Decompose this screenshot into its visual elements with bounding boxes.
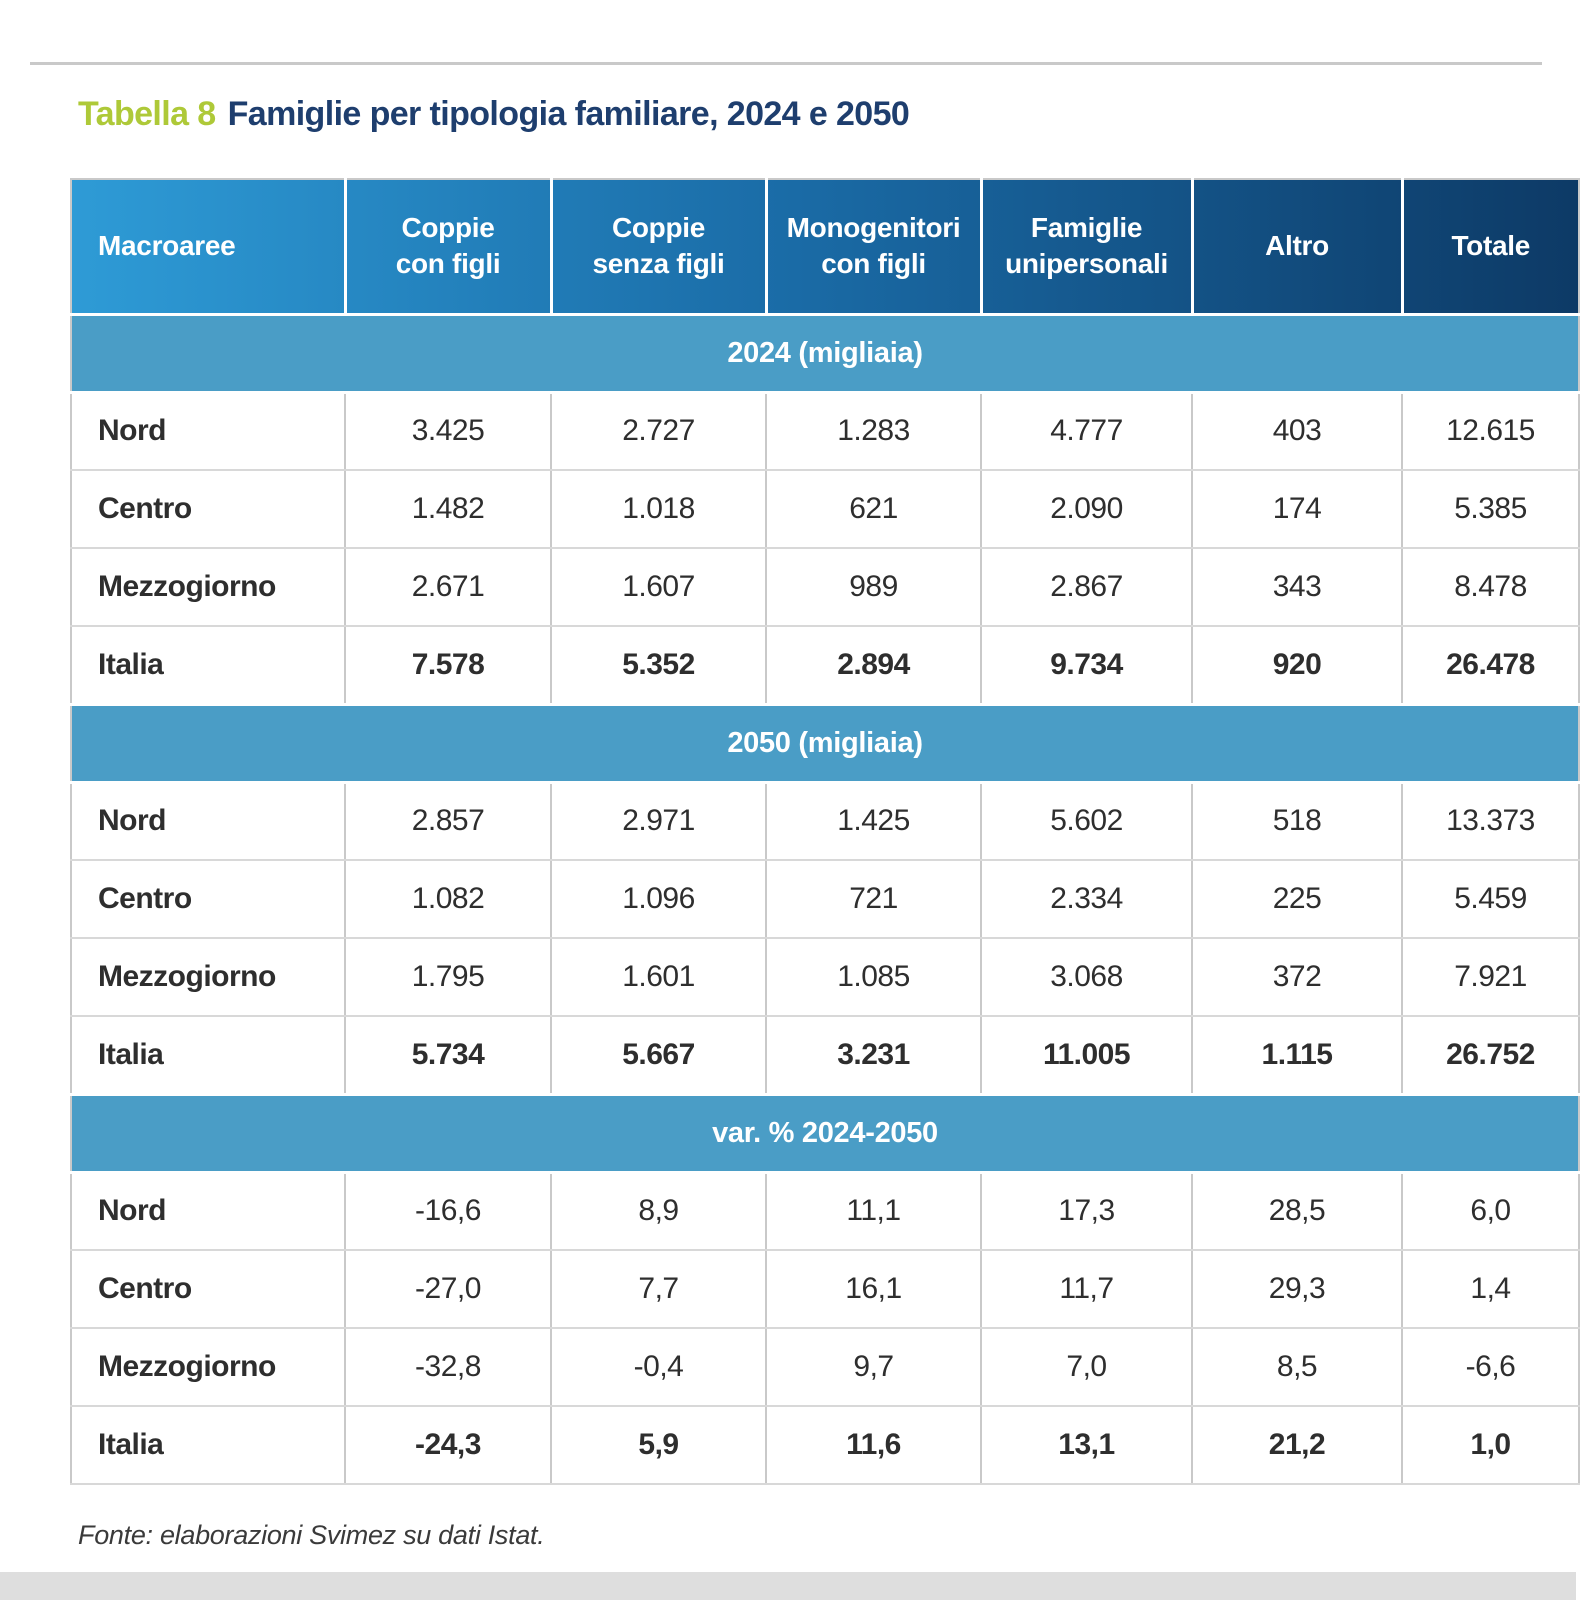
data-cell: 1.085 bbox=[766, 938, 981, 1016]
table-row bbox=[71, 1250, 1579, 1328]
data-cell: 1.096 bbox=[551, 860, 766, 938]
row-label: Mezzogiorno bbox=[71, 938, 345, 1016]
data-cell: 26.478 bbox=[1402, 626, 1579, 704]
row-label: Italia bbox=[71, 626, 345, 704]
section-band-row bbox=[71, 704, 1579, 782]
table-caption-label: Tabella 8 bbox=[78, 95, 216, 133]
data-cell: 29,3 bbox=[1192, 1250, 1402, 1328]
row-label: Mezzogiorno bbox=[71, 548, 345, 626]
data-cell: 372 bbox=[1192, 938, 1402, 1016]
data-cell: 13.373 bbox=[1402, 782, 1579, 860]
table-row bbox=[71, 938, 1579, 1016]
column-header: Altro bbox=[1192, 179, 1402, 314]
data-cell: 1,0 bbox=[1402, 1406, 1579, 1484]
data-cell: 2.971 bbox=[551, 782, 766, 860]
data-cell: 5,9 bbox=[551, 1406, 766, 1484]
data-cell: 225 bbox=[1192, 860, 1402, 938]
data-cell: 1.082 bbox=[345, 860, 551, 938]
data-cell: 2.334 bbox=[981, 860, 1192, 938]
data-cell: 28,5 bbox=[1192, 1172, 1402, 1250]
row-label: Italia bbox=[71, 1406, 345, 1484]
data-cell: 8.478 bbox=[1402, 548, 1579, 626]
column-header: Coppie con figli bbox=[345, 179, 551, 314]
data-cell: 7.578 bbox=[345, 626, 551, 704]
data-cell: 343 bbox=[1192, 548, 1402, 626]
table-row bbox=[71, 1016, 1579, 1094]
section-band: 2050 (migliaia) bbox=[71, 704, 1579, 782]
table-body bbox=[71, 314, 1579, 1484]
data-cell: 2.671 bbox=[345, 548, 551, 626]
data-cell: 518 bbox=[1192, 782, 1402, 860]
column-header: Famiglie unipersonali bbox=[981, 179, 1192, 314]
row-label: Nord bbox=[71, 1172, 345, 1250]
data-cell: 1.018 bbox=[551, 470, 766, 548]
data-cell: 1.283 bbox=[766, 392, 981, 470]
data-cell: 174 bbox=[1192, 470, 1402, 548]
data-cell: 9,7 bbox=[766, 1328, 981, 1406]
section-band-row bbox=[71, 314, 1579, 392]
column-header: Totale bbox=[1402, 179, 1579, 314]
table-caption-title: Famiglie per tipologia familiare, 2024 e 2050 bbox=[227, 95, 910, 133]
data-cell: 621 bbox=[766, 470, 981, 548]
column-header: Monogenitori con figli bbox=[766, 179, 981, 314]
data-cell: 5.459 bbox=[1402, 860, 1579, 938]
table-row bbox=[71, 860, 1579, 938]
row-label: Centro bbox=[71, 860, 345, 938]
data-cell: 6,0 bbox=[1402, 1172, 1579, 1250]
data-cell: 5.667 bbox=[551, 1016, 766, 1094]
column-header: Macroaree bbox=[98, 230, 236, 262]
row-label: Centro bbox=[71, 470, 345, 548]
data-cell: 1.601 bbox=[551, 938, 766, 1016]
row-label: Centro bbox=[71, 1250, 345, 1328]
data-cell: -16,6 bbox=[345, 1172, 551, 1250]
header-row bbox=[71, 179, 1579, 314]
data-cell: 11,7 bbox=[981, 1250, 1192, 1328]
data-cell: 403 bbox=[1192, 392, 1402, 470]
data-cell: -27,0 bbox=[345, 1250, 551, 1328]
data-cell: 989 bbox=[766, 548, 981, 626]
data-cell: 2.867 bbox=[981, 548, 1192, 626]
section-band-row bbox=[71, 1094, 1579, 1172]
data-cell: 920 bbox=[1192, 626, 1402, 704]
table-row bbox=[71, 392, 1579, 470]
data-cell: 11,6 bbox=[766, 1406, 981, 1484]
table-row bbox=[71, 1172, 1579, 1250]
data-cell: 5.734 bbox=[345, 1016, 551, 1094]
table-row bbox=[71, 548, 1579, 626]
row-label: Mezzogiorno bbox=[71, 1328, 345, 1406]
data-cell: -24,3 bbox=[345, 1406, 551, 1484]
data-cell: 5.352 bbox=[551, 626, 766, 704]
data-cell: 7,7 bbox=[551, 1250, 766, 1328]
data-cell: 26.752 bbox=[1402, 1016, 1579, 1094]
data-cell: 721 bbox=[766, 860, 981, 938]
data-cell: 12.615 bbox=[1402, 392, 1579, 470]
data-cell: 3.425 bbox=[345, 392, 551, 470]
data-cell: 1.482 bbox=[345, 470, 551, 548]
data-cell: 8,9 bbox=[551, 1172, 766, 1250]
table-row bbox=[71, 470, 1579, 548]
data-cell: 11,1 bbox=[766, 1172, 981, 1250]
data-cell: 1.607 bbox=[551, 548, 766, 626]
table-row bbox=[71, 1406, 1579, 1484]
data-cell: 11.005 bbox=[981, 1016, 1192, 1094]
data-cell: 9.734 bbox=[981, 626, 1192, 704]
data-cell: 1.425 bbox=[766, 782, 981, 860]
source-note: Fonte: elaborazioni Svimez su dati Istat. bbox=[78, 1520, 545, 1550]
table-caption bbox=[78, 95, 909, 134]
data-cell: 1.115 bbox=[1192, 1016, 1402, 1094]
data-cell: 21,2 bbox=[1192, 1406, 1402, 1484]
data-cell: 2.090 bbox=[981, 470, 1192, 548]
data-cell: -32,8 bbox=[345, 1328, 551, 1406]
data-cell: -6,6 bbox=[1402, 1328, 1579, 1406]
table-row bbox=[71, 1328, 1579, 1406]
column-header: Coppie senza figli bbox=[551, 179, 766, 314]
top-divider bbox=[30, 62, 1542, 65]
data-cell: -0,4 bbox=[551, 1328, 766, 1406]
data-cell: 2.857 bbox=[345, 782, 551, 860]
bottom-bar bbox=[0, 1572, 1576, 1600]
data-cell: 3.068 bbox=[981, 938, 1192, 1016]
data-cell: 4.777 bbox=[981, 392, 1192, 470]
data-cell: 1,4 bbox=[1402, 1250, 1579, 1328]
data-cell: 13,1 bbox=[981, 1406, 1192, 1484]
data-cell: 3.231 bbox=[766, 1016, 981, 1094]
row-label: Nord bbox=[71, 782, 345, 860]
section-band: 2024 (migliaia) bbox=[71, 314, 1579, 392]
data-cell: 2.894 bbox=[766, 626, 981, 704]
row-label: Italia bbox=[71, 1016, 345, 1094]
data-cell: 7,0 bbox=[981, 1328, 1192, 1406]
table-row bbox=[71, 626, 1579, 704]
row-label: Nord bbox=[71, 392, 345, 470]
section-band: var. % 2024-2050 bbox=[71, 1094, 1579, 1172]
table-row bbox=[71, 782, 1579, 860]
data-cell: 2.727 bbox=[551, 392, 766, 470]
data-cell: 16,1 bbox=[766, 1250, 981, 1328]
data-cell: 5.385 bbox=[1402, 470, 1579, 548]
data-cell: 7.921 bbox=[1402, 938, 1579, 1016]
data-cell: 17,3 bbox=[981, 1172, 1192, 1250]
data-cell: 5.602 bbox=[981, 782, 1192, 860]
table-header bbox=[71, 179, 1579, 314]
families-table bbox=[70, 178, 1580, 1485]
data-cell: 1.795 bbox=[345, 938, 551, 1016]
data-cell: 8,5 bbox=[1192, 1328, 1402, 1406]
